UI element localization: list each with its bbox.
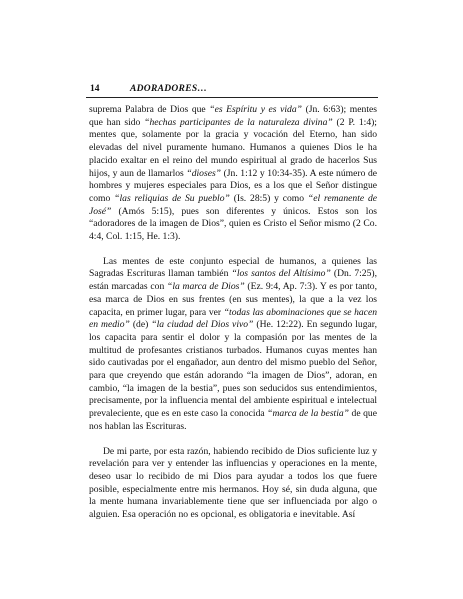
text-run: (2 P. 1:4); mentes que, solamente por la gracia y vocación del Eterno, han sido elevadas del nivel puramente humano. Humanos a quienes Dios le ha placido exaltar en el reino del mundo espiritual al grado de hacerlos Sus hijos, y aun de llamarlos <box>89 116 377 179</box>
quoted-text: “la marca de Dios” <box>167 281 245 293</box>
quoted-text: “marca de la bestia” <box>267 408 350 420</box>
quoted-text: “todas las abominaciones que se hacen en medio” <box>89 306 377 331</box>
page-number: 14 <box>90 84 100 94</box>
text-run: (de) <box>129 319 152 331</box>
quoted-text: “el remanente de José” <box>89 192 377 217</box>
text-run: suprema Palabra de Dios que <box>89 104 210 115</box>
header-rule <box>86 97 378 98</box>
text-run: De mi parte, por esta razón, habiendo recibido de Dios suficiente luz y revelación para ver y entender las influencias y operaciones en la mente, deseo usar lo recibido de mi Dios para ayudar a todos los que fuere posible, especialmente entre mis hermanos. Hoy sé, sin duda alguna, que la mente humana invariablemente tiene que ser influenciada por algo o alguien. Esa operación no es opcional, es obligatoria e inevitable. Así <box>89 445 377 521</box>
text-run: Las mentes de este conjunto especial de humanos, a quienes las Sagradas Escrituras llaman también <box>89 255 377 280</box>
text-run: (He. 12:22). En segundo lugar, los capacita para sentir el dolor y la compasión por las mentes de la multitud de profesantes cristianos turbados. Humanos cuyas mentes han sido cautivadas por el engañador, aun dentro del mismo pueblo del Señor, para que creyendo que están adorando “la imagen de Dios”, adoran, en cambio, “la imagen de la bestia”, pues son seducidos sus entendimientos, precisamente, por la influencia mental del ambiente espiritual e intelectual prevaleciente, que es en este caso la conocida <box>89 319 377 420</box>
quoted-text: “hechas participantes de la naturaleza divina” <box>144 116 333 128</box>
text-run: (Jn. 1:12 y 10:34-35). A este número de hombres y mujeres especiales para Dios, es a los que el Señor distingue como <box>89 167 378 204</box>
quoted-text: “las reliquias de Su pueblo” <box>114 192 230 204</box>
paragraph <box>89 446 377 522</box>
page-body <box>89 104 377 522</box>
quoted-text: “los santos del Altísimo” <box>231 268 331 280</box>
text-run: (Ez. 9:4, Ap. 7:3). Y es por tanto, esa marca de Dios en sus frentes (en sus mentes), la que a la vez los capacita, en primer lugar, para ver <box>89 281 377 318</box>
quoted-text: “es Espíritu y es vida” <box>209 104 302 115</box>
quoted-text: “dioses” <box>186 167 222 179</box>
paragraph <box>89 256 377 434</box>
quoted-text: “la ciudad del Dios vivo” <box>151 319 254 331</box>
text-run: (Dn. 7:25), están marcadas con <box>89 268 377 293</box>
text-run: (Amós 5:15), pues son diferentes y únicos. Estos son los “adoradores de la imagen de Dios”, quien es Cristo el Señor mismo (2 Co. 4:4, Col. 1:15, He. 1:3). <box>89 205 377 243</box>
page-header <box>86 84 376 98</box>
text-run: (Jn. 6:63); mentes que han sido <box>89 104 377 128</box>
text-run: (Is. 28:5) y como <box>229 192 308 204</box>
running-title: ADORADORES… <box>130 84 208 94</box>
paragraph <box>89 104 377 244</box>
text-run: de que nos hablan las Escrituras. <box>89 408 377 432</box>
